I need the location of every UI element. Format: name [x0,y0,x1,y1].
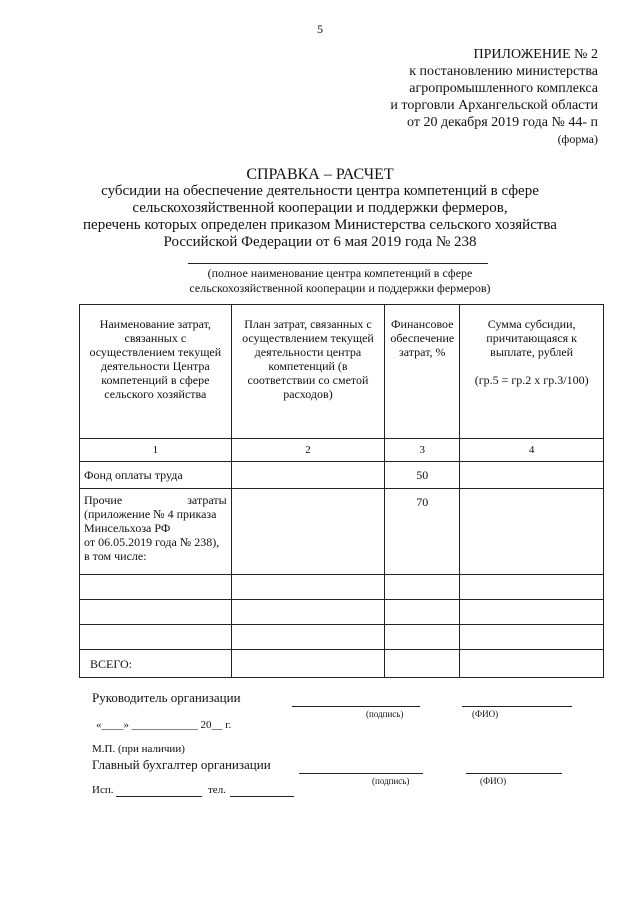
empty-cell[interactable] [231,575,385,600]
empty-cell[interactable] [231,600,385,625]
header-percent: Финансовое обеспечение затрат, % [385,305,460,439]
total-subsidy-cell[interactable] [460,650,604,678]
empty-cell[interactable] [385,600,460,625]
document-title [0,166,640,251]
empty-cell[interactable] [385,575,460,600]
head-fio-line[interactable] [462,706,572,707]
accountant-fio-line[interactable] [466,773,562,774]
head-signature-line[interactable] [292,706,420,707]
appendix-line: агропромышленного комплекса [409,81,598,96]
head-fio-caption: (ФИО) [472,709,499,719]
accountant-signature-line[interactable] [299,773,423,774]
subsidy-cell[interactable] [460,462,604,489]
plan-cell[interactable] [231,489,385,575]
empty-cell[interactable] [460,625,604,650]
organization-caption [150,266,530,296]
accountant-fio-caption: (ФИО) [480,776,507,786]
stamp-note: М.П. (при наличии) [92,743,185,755]
date-line[interactable]: «____» ____________ 20__ г. [96,719,232,731]
organization-name-line[interactable] [188,263,488,264]
title-line: Российской Федерации от 6 мая 2019 года № 238 [163,234,477,250]
column-number: 3 [385,439,460,462]
row-label: Фонд оплаты труда [80,462,232,489]
table-row [80,489,604,575]
row-label-part: затраты [187,493,227,507]
empty-cell[interactable] [80,625,232,650]
row-label-line: (приложение № 4 приказа [84,507,217,521]
empty-cell[interactable] [80,575,232,600]
row-label-line: в том числе: [84,549,147,563]
plan-cell[interactable] [231,462,385,489]
table-row [80,625,604,650]
column-number: 2 [231,439,385,462]
empty-cell[interactable] [231,625,385,650]
empty-cell[interactable] [460,575,604,600]
header-formula: (гр.5 = гр.2 х гр.3/100) [474,373,589,387]
total-plan-cell[interactable] [231,650,385,678]
total-percent-cell[interactable] [385,650,460,678]
row-label-line: от 06.05.2019 года № 238), [84,535,220,549]
empty-cell[interactable] [385,625,460,650]
document-heading: СПРАВКА – РАСЧЕТ [246,166,394,183]
total-row [80,650,604,678]
row-label-part: Прочие [84,493,123,507]
header-subsidy-label: Сумма субсидии, причитающаяся к выплате, рублей [486,317,578,359]
header-plan: План затрат, связанных с осуществлением текущей деятельности центра компетенций (в соответствии со сметой расходов) [231,305,385,439]
phone-line[interactable] [230,796,294,797]
accountant-signature-caption: (подпись) [372,776,410,786]
title-line: субсидии на обеспечение деятельности центра компетенций в сфере [101,183,539,199]
page-number: 5 [317,22,323,36]
appendix-line: от 20 декабря 2019 года № 44- п [407,115,598,130]
table-row [80,462,604,489]
header-cost-name: Наименование затрат, связанных с осуществлением текущей деятельности Центра компетенций в сфере сельского хозяйства [80,305,232,439]
form-note: (форма) [557,132,598,146]
appendix-block [338,46,598,148]
executor-label: Исп. [92,784,114,796]
table-row [80,600,604,625]
row-label-line: Минсельхоза РФ [84,521,171,535]
column-number: 1 [80,439,232,462]
phone-label: тел. [208,784,226,796]
percent-cell: 70 [385,489,460,575]
executor-line[interactable] [116,796,202,797]
column-number: 4 [460,439,604,462]
total-label: ВСЕГО: [80,650,232,678]
empty-cell[interactable] [460,600,604,625]
appendix-line: и торговли Архангельской области [390,98,598,113]
calculation-table [79,304,604,678]
title-line: перечень которых определен приказом Министерства сельского хозяйства [83,217,557,233]
accountant-label: Главный бухгалтер организации [92,757,271,772]
org-caption-line: сельскохозяйственной кооперации и поддержки фермеров) [189,281,491,295]
appendix-title: ПРИЛОЖЕНИЕ № 2 [473,47,598,62]
table-row [80,575,604,600]
title-line: сельскохозяйственной кооперации и поддержки фермеров, [132,200,508,216]
header-subsidy [460,305,604,439]
head-signature-caption: (подпись) [366,709,404,719]
empty-cell[interactable] [80,600,232,625]
subsidy-cell[interactable] [460,489,604,575]
percent-cell: 50 [385,462,460,489]
head-label: Руководитель организации [92,690,241,705]
appendix-line: к постановлению министерства [409,64,598,79]
org-caption-line: (полное наименование центра компетенций в сфере [207,266,473,280]
row-label [80,489,232,575]
